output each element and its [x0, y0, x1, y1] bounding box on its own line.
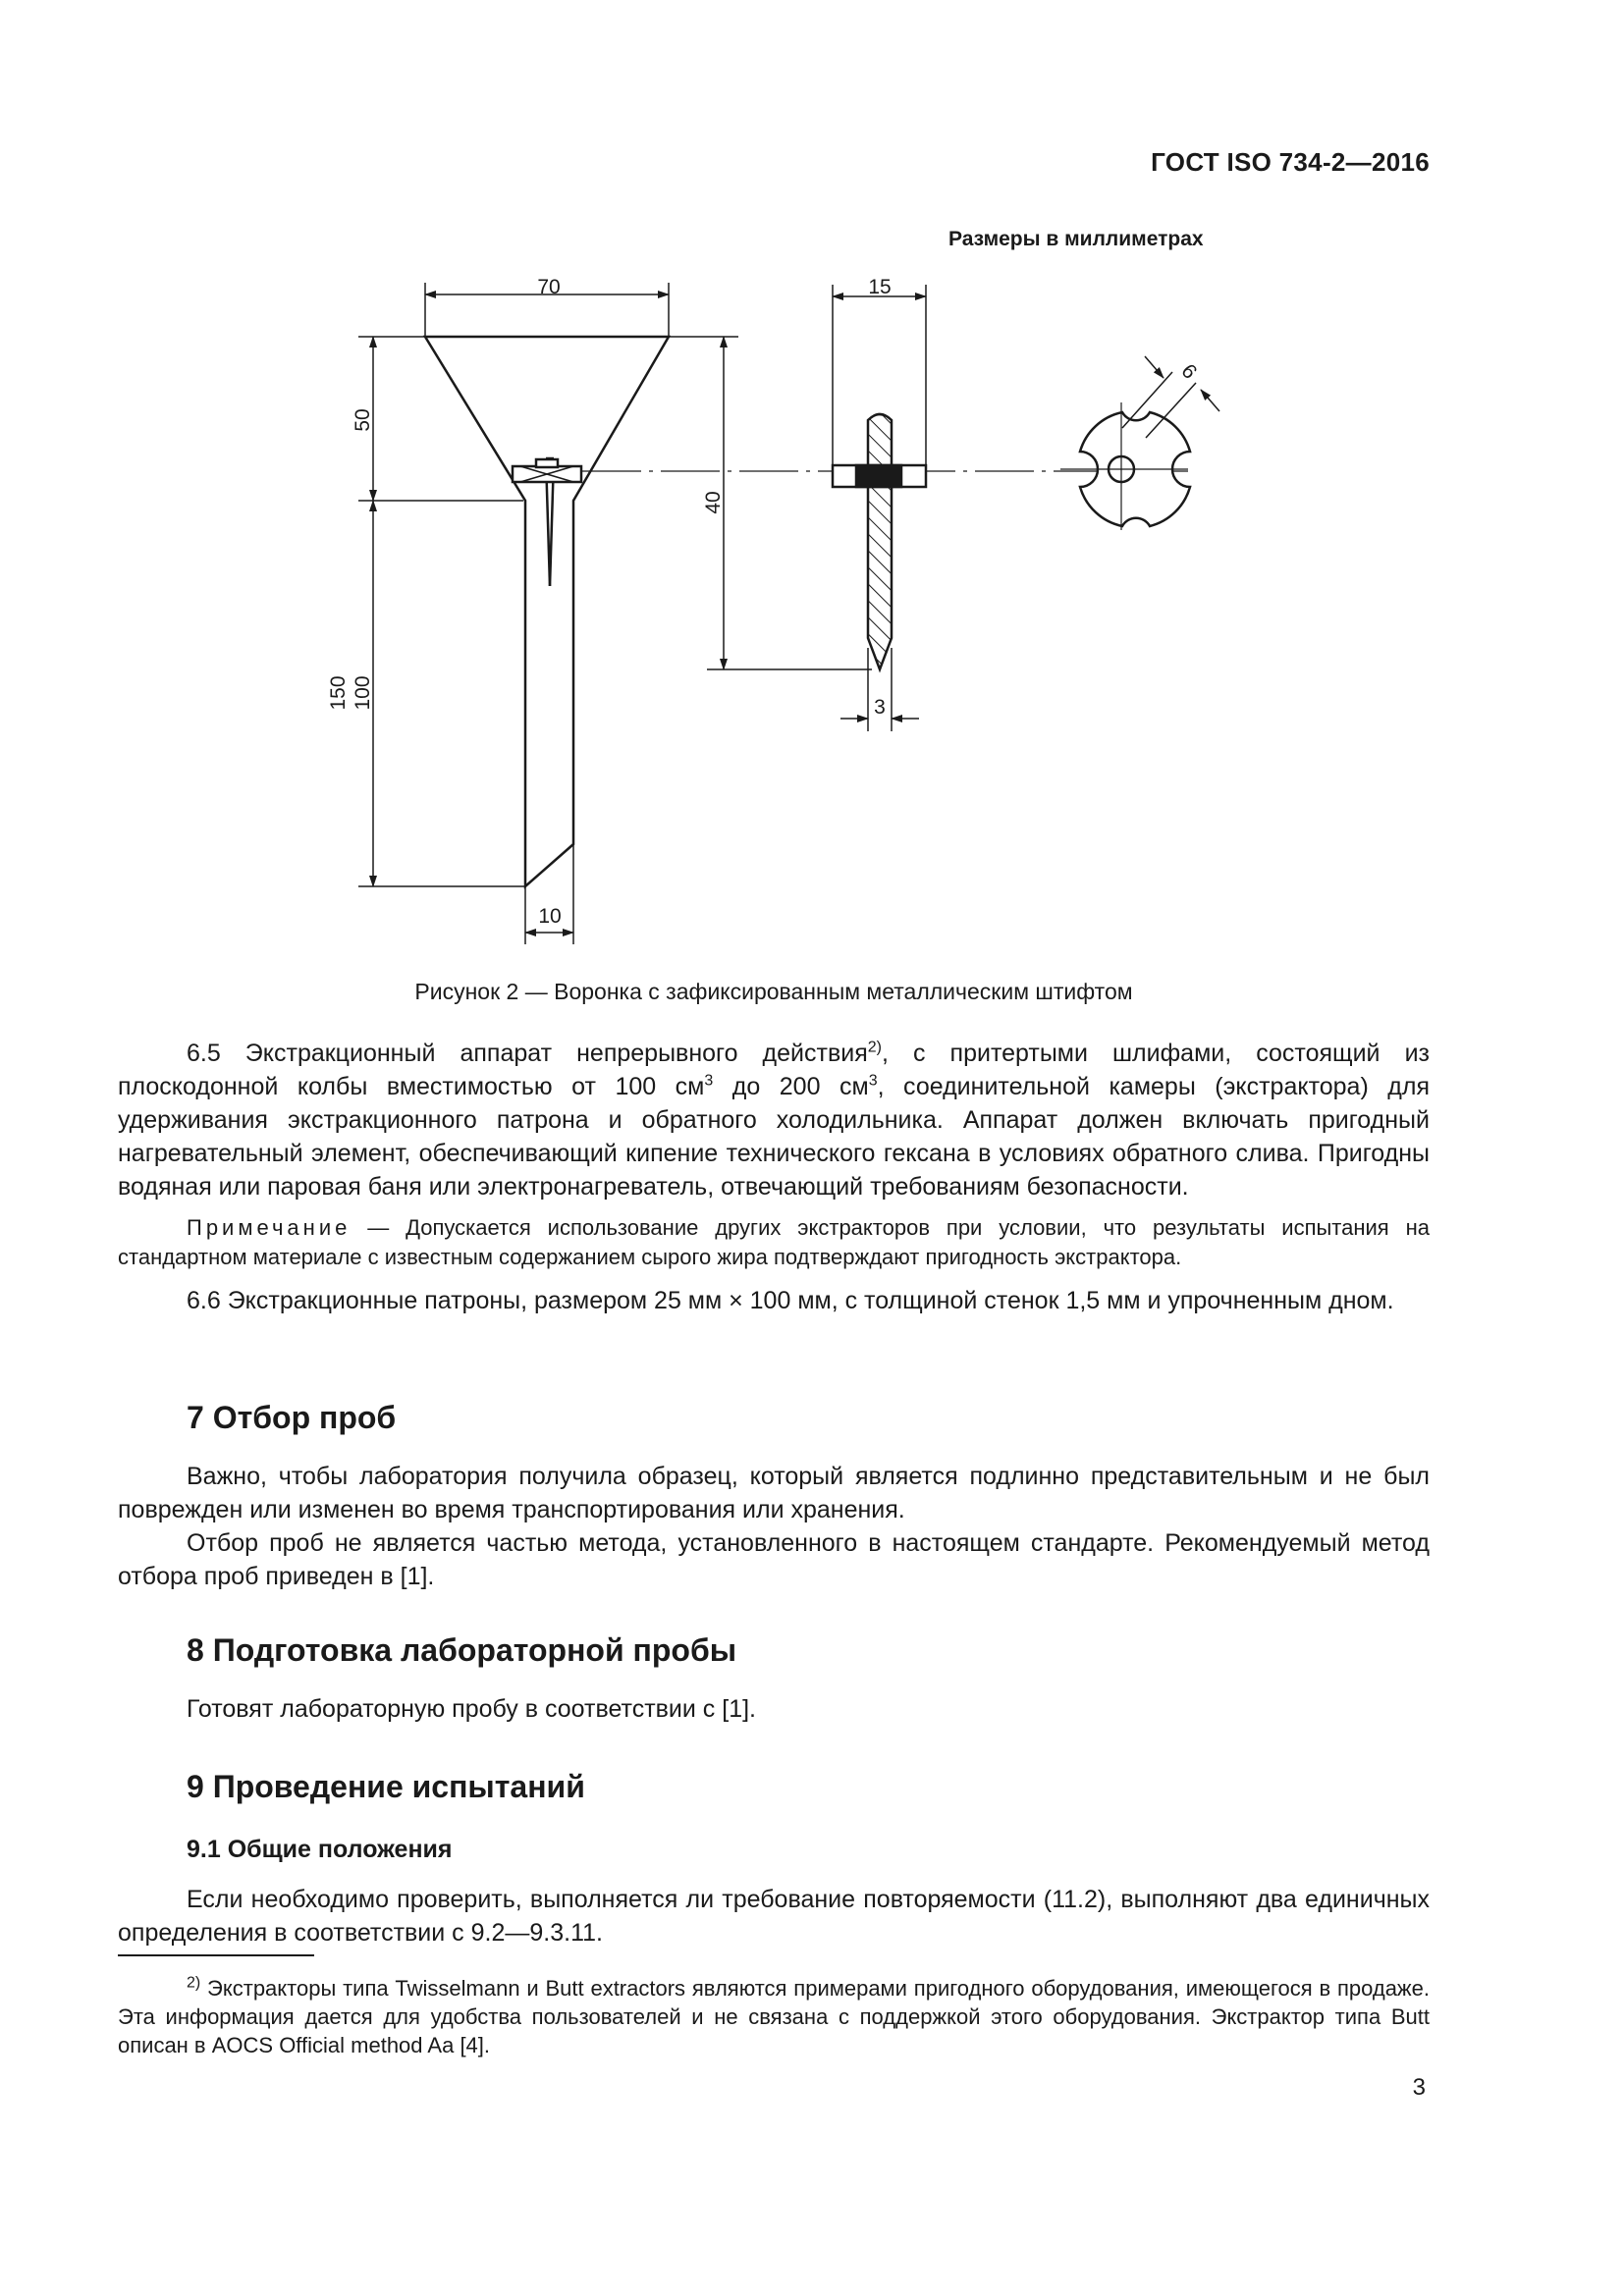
pin-section-view: [833, 414, 926, 669]
dim-6-label: 6: [1176, 359, 1202, 384]
footnote-separator: [118, 1954, 314, 1956]
funnel-drawing: [295, 265, 1237, 952]
section-7-paragraph-1: Важно, чтобы лаборатория получила образец, который является подлинно представительным и не был поврежден или изменен во время транспортирования или хранения.: [118, 1463, 1430, 1523]
section-7-body: [118, 1460, 1430, 1593]
footnote: [118, 1974, 1430, 2059]
section-8-paragraph-1: Готовят лабораторную пробу в соответствии с [1].: [187, 1695, 756, 1723]
heading-section-9: 9 Проведение испытаний: [187, 1769, 585, 1804]
dim-50-label: 50: [352, 408, 374, 432]
section-9-body: [118, 1883, 1430, 1949]
dim-15-label: 15: [868, 276, 892, 298]
paragraph-6-6: 6.6 Экстракционные патроны, размером 25 мм × 100 мм, с толщиной стенок 1,5 мм и упрочненным дном.: [187, 1287, 1394, 1314]
washer-plan-view: [1060, 402, 1190, 530]
note-label: Примечание: [187, 1215, 352, 1240]
funnel-view: [425, 337, 669, 886]
note-paragraph: Примечание — Допускается использование других экстракторов при условии, что результаты испытания на стандартном материале с известным содержанием сырого жира подтверждают пригодность экстрактора.: [118, 1215, 1430, 1269]
page-number: 3: [1412, 2074, 1426, 2101]
section-7-paragraph-2: Отбор проб не является частью метода, установленного в настоящем стандарте. Рекомендуемый метод отбора проб приведен в [1].: [118, 1529, 1430, 1590]
dim-150-label: 150: [327, 675, 350, 711]
dim-3-label: 3: [874, 696, 886, 719]
section-6-continued: [118, 1037, 1430, 1317]
footnote-ref: 2): [867, 1039, 882, 1056]
footnote-text: Экстракторы типа Twisselmann и Butt extractors являются примерами пригодного оборудования, имеющегося в продаже. Эта информация дается для удобства пользователей и не связана с поддержкой этого оборудования. Экстрактор типа Butt описан в AOCS Official method Aa [4].: [118, 1976, 1430, 2057]
section-8-body: [118, 1692, 1430, 1726]
dim-40-label: 40: [702, 491, 725, 514]
paragraph-6-5: 6.5 Экстракционный аппарат непрерывного действия$^{2)}$, с притертыми шлифами, состоящий из плоскодонной колбы вместимостью от 100 $см^3$ до 200 $см^3$, соединительной камеры (экстрактора) для удерживания экстракционного патрона и обратного холодильника. Аппарат должен включать пригодный нагревательный элемент, обеспечивающий кипение технического гексана в условиях обратного слива. Пригодны водяная или паровая баня или электронагреватель, отвечающий требованиям безопасности.: [118, 1039, 1431, 1201]
heading-section-8: 8 Подготовка лабораторной пробы: [187, 1632, 737, 1668]
figure-caption: Рисунок 2 — Воронка с зафиксированным металлическим штифтом: [414, 979, 1133, 1004]
heading-subsection-9-1: 9.1 Общие положения: [187, 1836, 453, 1863]
dim-10-label: 10: [538, 905, 562, 928]
document-header: ГОСТ ISO 734-2—2016: [1151, 147, 1430, 177]
dim-70-label: 70: [537, 276, 561, 298]
dim-100-label: 100: [352, 675, 374, 711]
heading-section-7: 7 Отбор проб: [187, 1400, 397, 1435]
section-9-paragraph-1: Если необходимо проверить, выполняется ли требование повторяемости (11.2), выполняют два единичных определения в соответствии с 9.2—9.3.11.: [118, 1886, 1430, 1947]
dimensions-note: Размеры в миллиметрах: [948, 228, 1204, 250]
footnote-marker: 2): [187, 1974, 201, 1992]
